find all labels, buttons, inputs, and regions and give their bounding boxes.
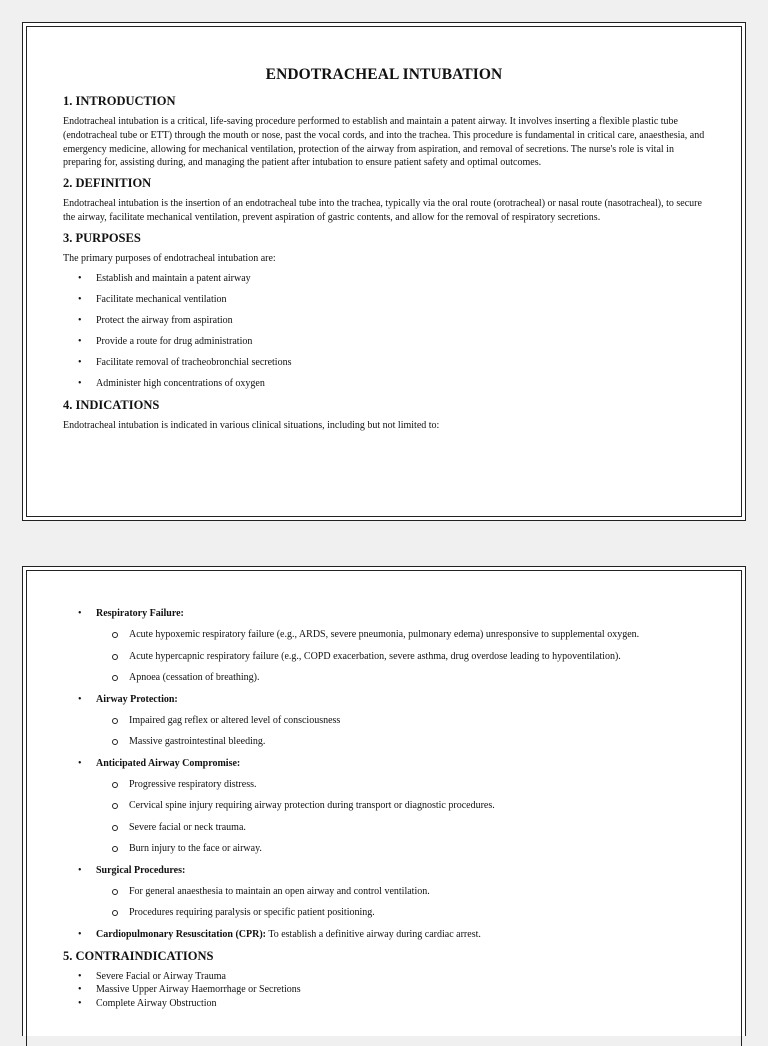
list-item [63, 272, 705, 285]
circle-bullet-icon [112, 632, 118, 638]
sub-list [96, 714, 705, 749]
circle-bullet-icon [112, 782, 118, 788]
purposes-intro: The primary purposes of endotracheal intubation are: [63, 252, 276, 264]
sub-item-text: Procedures requiring paralysis or specific patient positioning. [129, 907, 375, 918]
sub-item-text: Apnoea (cessation of breathing). [129, 672, 260, 683]
purpose-text: Provide a route for drug administration [96, 335, 253, 347]
document-title: ENDOTRACHEAL INTUBATION [265, 66, 503, 83]
section-heading-definition [63, 176, 705, 191]
indication-label: Respiratory Failure: [96, 608, 184, 619]
sub-item-text: Cervical spine injury requiring airway protection during transport or diagnostic procedures. [129, 800, 495, 811]
page-1-content [63, 66, 705, 438]
circle-bullet-icon [112, 846, 118, 852]
indication-item [63, 693, 705, 749]
section-heading-indications [63, 398, 705, 413]
bullet-glyph: • [78, 693, 82, 705]
section-number: 3. [63, 230, 73, 245]
sub-item-text: Acute hypoxemic respiratory failure (e.g., ARDS, severe pneumonia, pulmonary edema) unresponsive to supplemental oxygen. [129, 629, 640, 640]
contraindication-text: Massive Upper Airway Haemorrhage or Secretions [96, 984, 301, 995]
contraindication-text: Severe Facial or Airway Trauma [96, 970, 226, 982]
section-heading-introduction [63, 94, 705, 109]
circle-bullet-icon [112, 654, 118, 660]
section-number: 4. [63, 397, 73, 412]
sub-list [96, 778, 705, 856]
bullet-glyph: • [78, 928, 82, 940]
sub-list-item [96, 628, 705, 641]
section-title: PURPOSES [75, 230, 141, 245]
indication-item [63, 757, 705, 856]
indication-label: Surgical Procedures: [96, 864, 186, 876]
page-2-content [63, 607, 705, 1010]
sub-list-item [96, 842, 705, 855]
sub-list-item [96, 650, 705, 663]
bullet-glyph: • [78, 864, 82, 876]
circle-bullet-icon [112, 675, 118, 681]
sub-item-text: For general anaesthesia to maintain an open airway and control ventilation. [129, 885, 430, 897]
bullet-glyph: • [78, 757, 82, 769]
indication-label: Airway Protection: [96, 693, 178, 705]
section-title: DEFINITION [75, 176, 152, 191]
purposes-list [63, 272, 705, 390]
list-item [63, 293, 705, 306]
section-heading-contraindications [63, 949, 705, 964]
section-title: CONTRAINDICATIONS [75, 948, 214, 963]
introduction-paragraph: Endotracheal intubation is a critical, life-saving procedure performed to establish and maintain a patent airway. It involves inserting a flexible plastic tube (endotracheal tube or ETT) through the mouth or nose, past the vocal cords, and into the trachea. This procedure is fundamental in critical care, anaesthesia, and emergency medicine, allowing for mechanical ventilation, protection of the airway from aspiration, and removal of secretions. The nurse's role is vital in preparing for, assisting during, and managing the patient after intubation to ensure patient safety and optimal outcomes. [63, 116, 705, 169]
circle-bullet-icon [112, 803, 118, 809]
sub-item-text: Burn injury to the face or airway. [129, 843, 262, 854]
bullet-glyph: • [78, 293, 82, 305]
bullet-glyph: • [78, 608, 82, 619]
circle-bullet-icon [112, 910, 118, 916]
purpose-text: Administer high concentrations of oxygen [96, 377, 265, 389]
section-number: 1. [63, 94, 73, 108]
bullet-glyph: • [78, 314, 82, 326]
indication-item [63, 864, 705, 920]
sub-list [96, 885, 705, 920]
document-page-1 [22, 22, 746, 521]
circle-bullet-icon [112, 889, 118, 895]
sub-list-item [96, 906, 705, 919]
purpose-text: Facilitate removal of tracheobronchial secretions [96, 356, 292, 368]
sub-list [96, 628, 705, 684]
indication-label: Anticipated Airway Compromise: [96, 757, 241, 769]
list-item [63, 377, 705, 390]
circle-bullet-icon [112, 718, 118, 724]
purpose-text: Facilitate mechanical ventilation [96, 293, 227, 305]
list-item [63, 314, 705, 327]
document-page-2 [22, 566, 746, 1036]
bullet-glyph: • [78, 335, 82, 347]
sub-item-text: Acute hypercapnic respiratory failure (e.g., COPD exacerbation, severe asthma, drug overdose leading to hypoventilation). [129, 650, 621, 662]
bullet-glyph: • [78, 356, 82, 368]
list-item [63, 928, 705, 941]
circle-bullet-icon [112, 825, 118, 831]
sub-item-text: Severe facial or neck trauma. [129, 821, 246, 833]
purpose-text: Protect the airway from aspiration [96, 314, 233, 326]
bullet-glyph: • [78, 997, 82, 1009]
sub-list-item [96, 821, 705, 834]
definition-paragraph: Endotracheal intubation is the insertion of an endotracheal tube into the trachea, typically via the oral route (orotracheal) or nasal route (nasotracheal), to secure the airway, facilitate mechanical ventilation, prevent aspiration of gastric contents, and allow for the removal of respiratory secretions. [63, 198, 702, 223]
indication-label: Cardiopulmonary Resuscitation (CPR): [96, 928, 266, 940]
sub-list-item [96, 714, 705, 727]
contraindications-list [63, 970, 705, 1011]
contraindication-text: Complete Airway Obstruction [96, 997, 217, 1009]
sub-item-text: Impaired gag reflex or altered level of consciousness [129, 714, 341, 726]
indication-text: To establish a definitive airway during cardiac arrest. [266, 928, 481, 940]
sub-item-text: Massive gastrointestinal bleeding. [129, 736, 266, 747]
list-item [63, 970, 705, 984]
bullet-glyph: • [78, 970, 82, 982]
section-title: INTRODUCTION [75, 94, 176, 108]
list-item [63, 356, 705, 369]
cpr-list [63, 928, 705, 941]
list-item [63, 335, 705, 348]
section-title: INDICATIONS [75, 397, 160, 412]
section-number: 5. [63, 948, 73, 963]
bullet-glyph: • [78, 272, 82, 284]
sub-list-item [96, 671, 705, 684]
indications-list [63, 607, 705, 919]
section-number: 2. [63, 176, 73, 191]
indication-item [63, 607, 705, 684]
sub-list-item [96, 735, 705, 748]
sub-list-item [96, 778, 705, 791]
sub-list-item [96, 885, 705, 898]
section-heading-purposes [63, 231, 705, 246]
sub-item-text: Progressive respiratory distress. [129, 778, 257, 790]
list-item [63, 983, 705, 997]
indications-intro: Endotracheal intubation is indicated in various clinical situations, including but not limited to: [63, 419, 440, 431]
sub-list-item [96, 799, 705, 812]
circle-bullet-icon [112, 739, 118, 745]
list-item [63, 997, 705, 1011]
bullet-glyph: • [78, 377, 82, 389]
bullet-glyph: • [78, 984, 82, 995]
purpose-text: Establish and maintain a patent airway [96, 272, 251, 284]
